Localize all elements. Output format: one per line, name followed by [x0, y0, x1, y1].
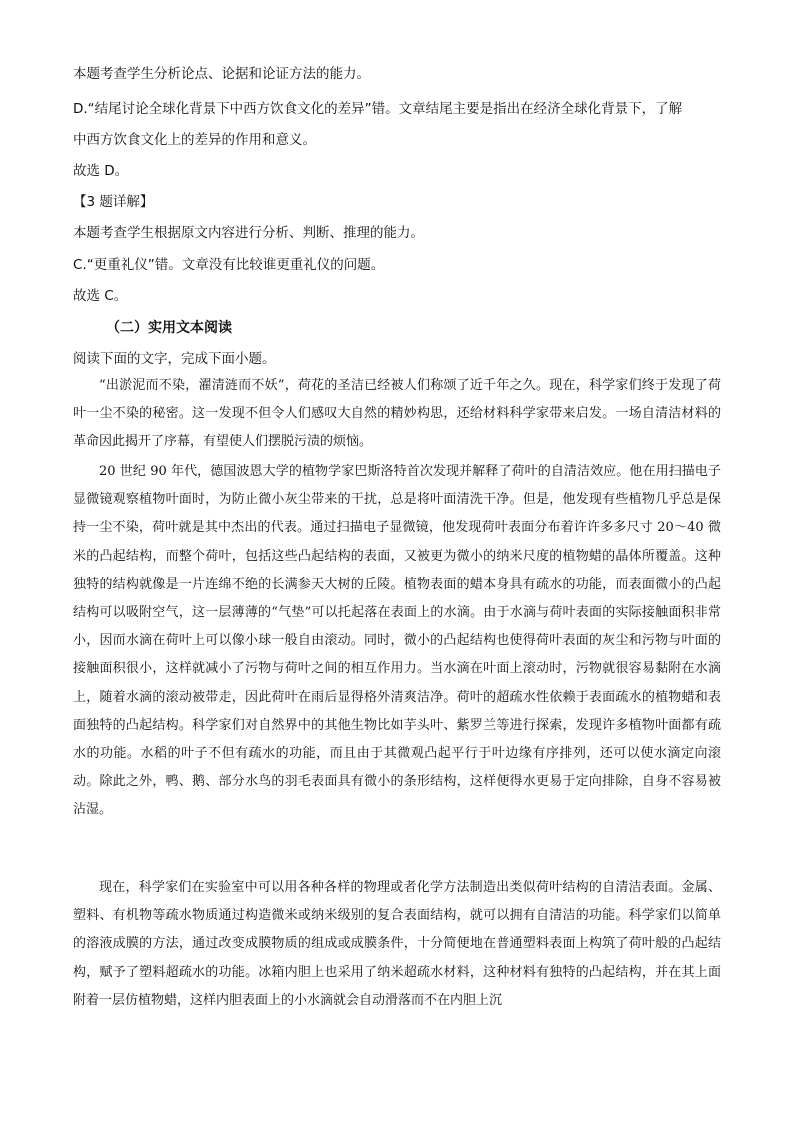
answer-line-8: 故选 C。 — [73, 288, 128, 304]
article-paragraph-3: 现在，科学家们在实验室中可以用各种各样的物理或者化学方法制造出类似荷叶结构的自清洁表面。金属、塑料、有机物等疏水物质通过构造微米或纳米级别的复合表面结构，就可以拥有自清洁的功能。科学家们以简单的溶液成膜的方法，通过改变成膜物质的组成或成膜条件，十分简便地在普通塑料表面上构筑了荷叶般的凸起结构，赋予了塑料超疏水的功能。冰箱内胆上也采用了纳米超疏水材料，这种材料有独特的凸起结构，并在其上面附着一层仿植物蜡，这样内胆表面上的小水滴就会自动滑落而不在内胆上沉 — [73, 880, 721, 1008]
answer-line-5: 【3 题详解】 — [73, 194, 154, 210]
answer-line-6: 本题考查学生根据原文内容进行分析、判断、推理的能力。 — [73, 225, 424, 241]
answer-line-4: 故选 D。 — [73, 163, 129, 179]
article-paragraph-2: 20 世纪 90 年代，德国波恩大学的植物学家巴斯洛特首次发现并解释了荷叶的自清洁效应。他在用扫描电子显微镜观察植物叶面时，为防止微小灰尘带来的干扰，总是将叶面清洗干净。但是，他发现有些植物几乎总是保持一尘不染，荷叶就是其中杰出的代表。通过扫描电子显微镜，他发现荷叶表面分布着许许多多尺寸 20～40 微米的凸起结构，而整个荷叶，包括这些凸起结构的表面，又被更为微小的纳米尺度的植物蜡的晶体所覆盖。这种独特的结构就像是一片连绵不绝的长满参天大树的丘陵。植物表面的蜡本身具有疏水的功能，而表面微小的凸起结构可以吸附空气，这一层薄薄的“气垫”可以托起落在表面上的水滴。由于水滴与荷叶表面的实际接触面积非常小，因而水滴在荷叶上可以像小球一般自由滚动。同时，微小的凸起结构也使得荷叶表面的灰尘和污物与叶面的接触面积很小，这样就减小了污物与荷叶之间的相互作用力。当水滴在叶面上滚动时，污物就很容易黏附在水滴上，随着水滴的滚动被带走，因此荷叶在雨后显得格外清爽洁净。荷叶的超疏水性依赖于表面疏水的植物蜡和表面独特的凸起结构。科学家们对自然界中的其他生物比如芋头叶、紫罗兰等进行探索，发现许多植物叶面都有疏水的功能。水稻的叶子不但有疏水的功能，而且由于其微观凸起平行于叶边缘有序排列，还可以使水滴定向滚动。除此之外，鸭、鹅、部分水鸟的羽毛表面具有微小的条形结构，这样便得水更易于定向排除，自身不容易被沾湿。 — [73, 464, 721, 818]
answer-line-1: 本题考查学生分析论点、论据和论证方法的能力。 — [73, 66, 370, 82]
instruction-text: 阅读下面的文字，完成下面小题。 — [73, 351, 276, 367]
article-paragraph-1: “出淤泥而不染，濯清涟而不妖”，荷花的圣洁已经被人们称颂了近千年之久。现在，科学家们终于发现了荷叶一尘不染的秘密。这一发现不但令人们感叹大自然的精妙构思，还给材料科学家带来启发。一场自清洁材料的革命因此揭开了序幕，有望使人们摆脱污渍的烦恼。 — [73, 378, 721, 450]
answer-line-2: D.“结尾讨论全球化背景下中西方饮食文化的差异”错。文章结尾主要是指出在经济全球化背景下，了解 — [73, 101, 683, 117]
answer-line-7: C.“更重礼仪”错。文章没有比较谁更重礼仪的问题。 — [73, 257, 385, 273]
section-heading: （二）实用文本阅读 — [106, 320, 232, 336]
answer-line-3: 中西方饮食文化上的差异的作用和意义。 — [73, 132, 316, 148]
